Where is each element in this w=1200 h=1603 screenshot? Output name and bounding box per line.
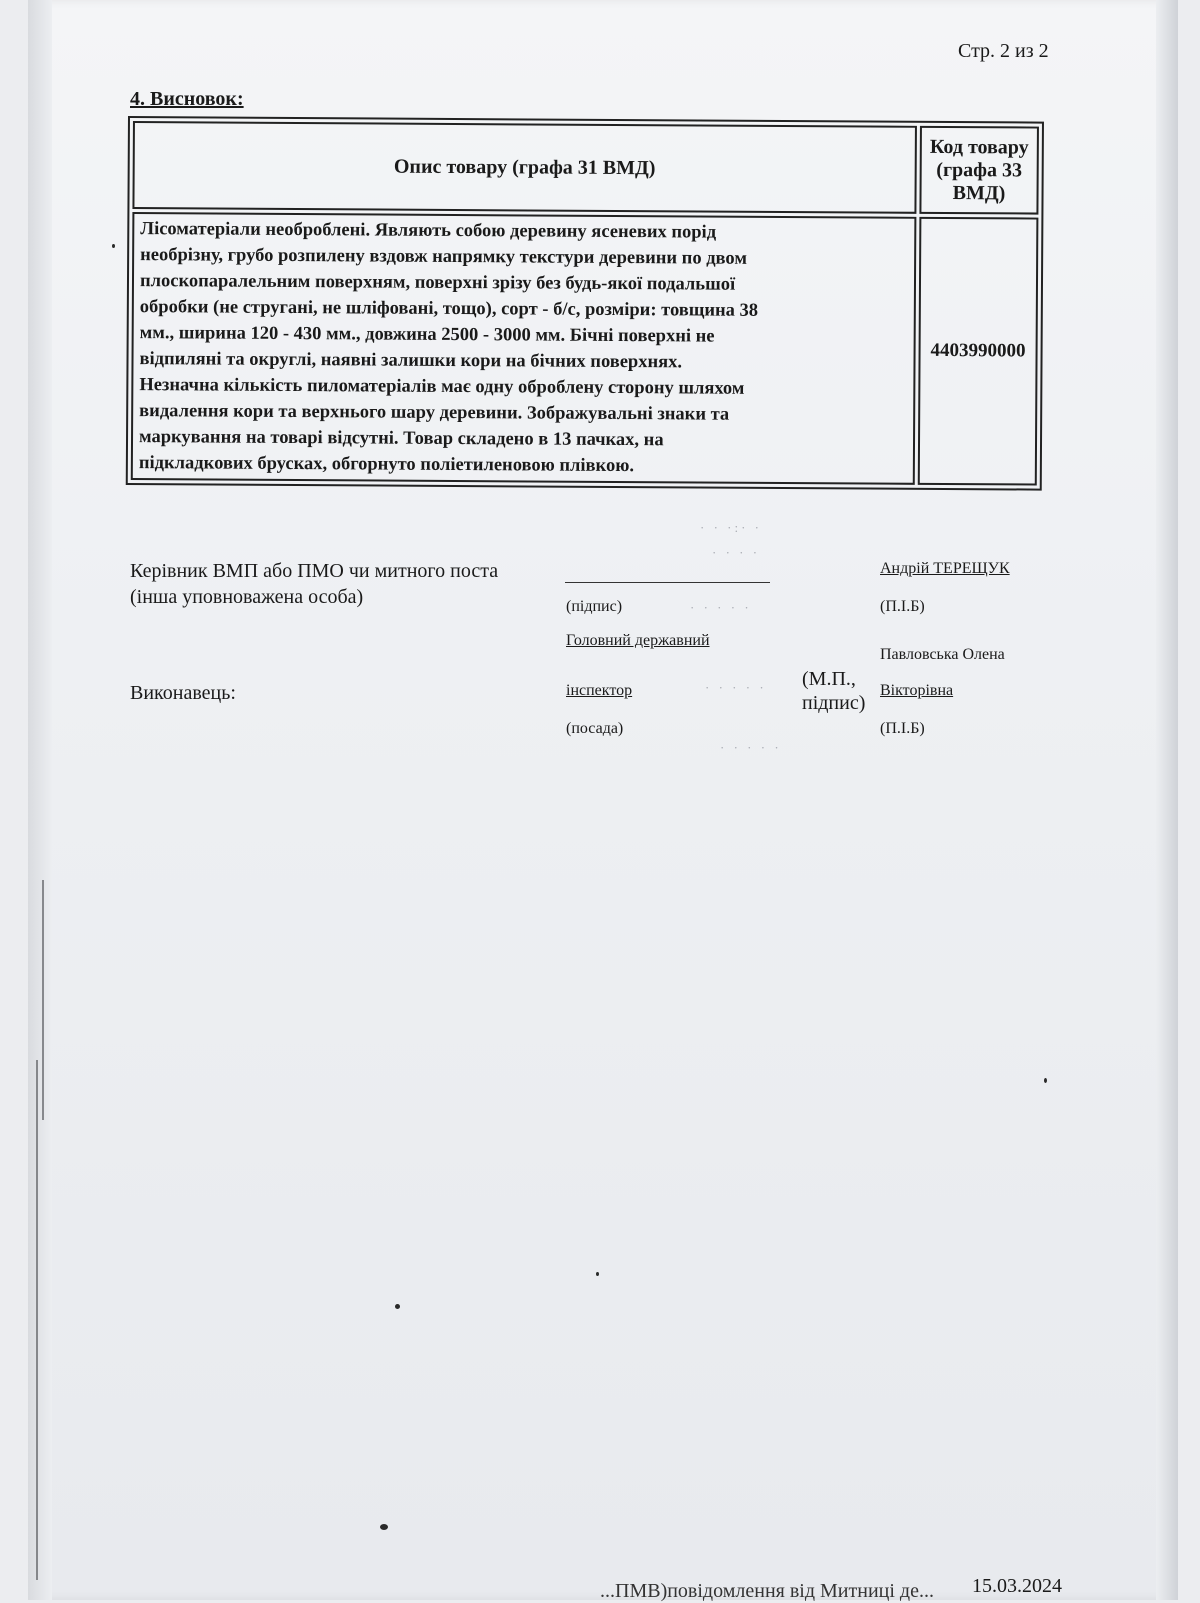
signature-line	[565, 582, 770, 583]
section-heading: 4. Висновок:	[130, 88, 244, 110]
table-row	[131, 212, 1039, 486]
dust-speck	[380, 1524, 388, 1530]
goods-code: 4403990000	[918, 217, 1039, 486]
goods-description	[131, 212, 917, 485]
dust-speck	[1044, 1078, 1047, 1083]
executor-position-line2: інспектор	[566, 682, 633, 699]
description-line: плоскопаралельним поверхням, поверхні зрізу без будь-якої подальшої	[139, 271, 736, 295]
table-header-row	[132, 121, 1039, 215]
stamp-impression: · · · · ·	[720, 740, 782, 755]
head-name-caption: (П.І.Б)	[880, 598, 925, 615]
description-line: відпиляні та округлі, наявні залишки кори на бічних поверхнях.	[139, 349, 683, 373]
stamp-impression: · · ·:· ·	[700, 520, 763, 535]
executor-name-line2: Вікторівна	[880, 682, 954, 699]
header-code	[919, 126, 1039, 215]
header-description: Опис товару (графа 31 ВМД)	[132, 121, 917, 214]
dust-speck	[395, 1304, 400, 1309]
description-line: обробки (не стругані, не шліфовані, тощо), сорт - б/с, розміри: товщина 38	[139, 297, 759, 321]
page-number: Стр. 2 из 2	[958, 40, 1049, 62]
stamp-impression: · · · · ·	[705, 680, 767, 695]
description-line: мм., ширина 120 - 430 мм., довжина 2500 - 3000 мм. Бічні поверхні не	[139, 323, 715, 347]
head-title: Керівник ВМП або ПМО чи митного поста	[130, 560, 499, 582]
header-code-line: Код товару	[929, 135, 1029, 159]
description-line: підкладкових брусках, обгорнуто поліетиленовою плівкою.	[138, 453, 635, 477]
page-edge-right	[1156, 0, 1178, 1600]
header-code-line: ВМД)	[952, 181, 1006, 204]
dust-speck	[112, 244, 115, 248]
footer-truncated-text: ...ПМВ)повідомлення від Митниці де...	[600, 1580, 934, 1602]
description-line: маркування на товарі відсутні. Товар складено в 13 пачках, на	[138, 427, 664, 451]
description-line: Лісоматеріали необроблені. Являють собою деревину ясеневих порід	[140, 219, 717, 243]
stamp-impression: · · · ·	[712, 545, 761, 560]
dust-speck	[596, 1272, 599, 1276]
signature-caption: (підпис)	[566, 598, 623, 615]
head-name: Андрій ТЕРЕЩУК	[880, 560, 1010, 577]
executor-name-caption: (П.І.Б)	[880, 720, 925, 737]
stamp-caption-line2: підпис)	[802, 692, 866, 714]
footer-date: 15.03.2024	[972, 1575, 1062, 1597]
page-edge-left	[28, 0, 52, 1600]
executor-position-caption: (посада)	[566, 720, 624, 737]
head-title-sub: (інша уповноважена особа)	[130, 586, 364, 608]
description-line: необрізну, грубо розпилену вздовж напрямку текстури деревини по двом	[140, 245, 748, 269]
description-line: Незначна кількість пиломатеріалів має одну оброблену сторону шляхом	[139, 375, 745, 399]
description-line: видалення кори та верхнього шару деревини. Зображувальні знаки та	[139, 401, 730, 425]
executor-position-line1: Головний державний	[566, 632, 710, 649]
stamp-impression: · · · · ·	[690, 600, 752, 615]
executor-label: Виконавець:	[130, 682, 236, 704]
header-code-line: (графа 33	[936, 158, 1023, 181]
scan-streak	[42, 880, 44, 1120]
scan-streak	[36, 1060, 38, 1580]
goods-table	[126, 116, 1044, 491]
stamp-caption-line1: (М.П.,	[802, 668, 856, 690]
executor-name-line1: Павловська Олена	[880, 646, 1005, 663]
